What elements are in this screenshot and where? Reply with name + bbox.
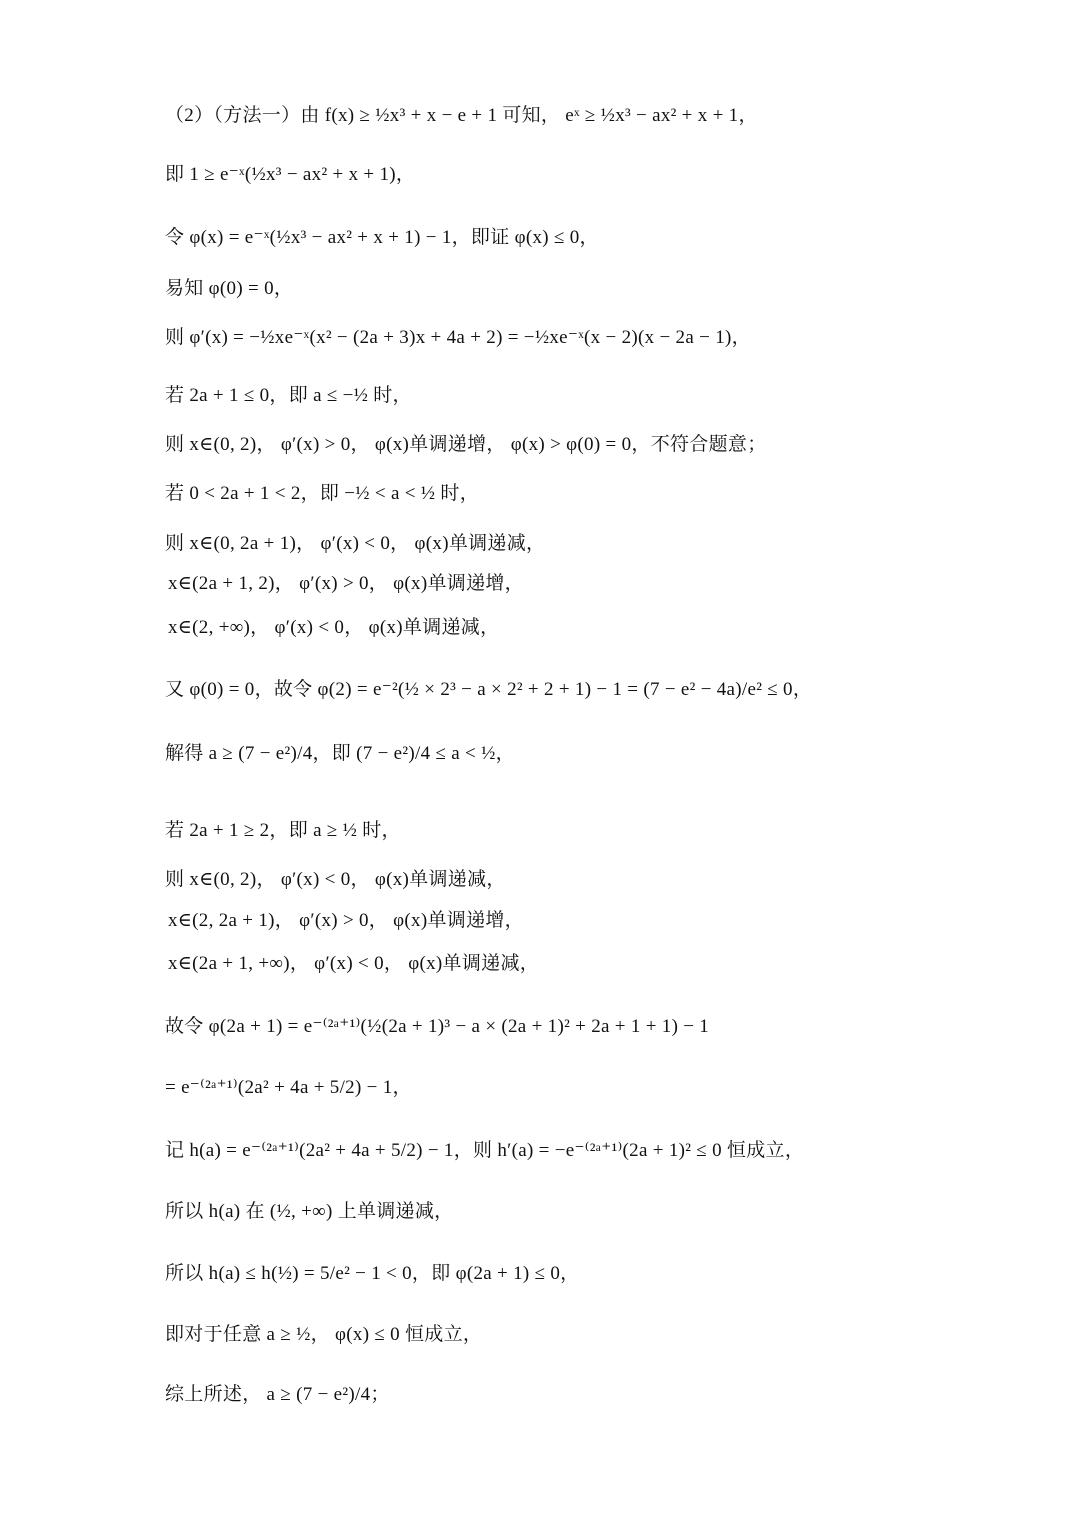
text-line-15: 则 x∈(0, 2)， φ′(x) < 0， φ(x)单调递减， (165, 869, 506, 890)
text-line-19: = e⁻⁽²ᵃ⁺¹⁾(2a² + 4a + 5/2) − 1， (165, 1077, 412, 1098)
text-line-11: x∈(2, +∞)， φ′(x) < 0， φ(x)单调递减， (168, 617, 500, 638)
text-line-23: 即对于任意 a ≥ ½， φ(x) ≤ 0 恒成立， (165, 1324, 483, 1345)
text-line-9: 则 x∈(0, 2a + 1)， φ′(x) < 0， φ(x)单调递减， (165, 533, 546, 554)
text-line-6: 若 2a + 1 ≤ 0，即 a ≤ −½ 时， (165, 385, 412, 406)
text-line-16: x∈(2, 2a + 1)， φ′(x) > 0， φ(x)单调递增， (168, 910, 524, 931)
text-line-13: 解得 a ≥ (7 − e²)/4，即 (7 − e²)/4 ≤ a < ½， (165, 743, 515, 764)
text-line-7: 则 x∈(0, 2)， φ′(x) > 0， φ(x)单调递增， φ(x) > φ(0) = 0，不符合题意； (165, 434, 767, 455)
text-line-17: x∈(2a + 1, +∞)， φ′(x) < 0， φ(x)单调递减， (168, 953, 540, 974)
text-line-4: 易知 φ(0) = 0， (165, 278, 294, 299)
text-line-22: 所以 h(a) ≤ h(½) = 5/e² − 1 < 0，即 φ(2a + 1) ≤ 0， (165, 1263, 580, 1284)
text-line-12: 又 φ(0) = 0，故令 φ(2) = e⁻²(½ × 2³ − a × 2² + 2 + 1) − 1 = (7 − e² − 4a)/e² ≤ 0， (165, 679, 813, 700)
text-line-2: 即 1 ≥ e⁻ˣ(½x³ − ax² + x + 1)， (165, 164, 416, 185)
text-line-8: 若 0 < 2a + 1 < 2，即 −½ < a < ½ 时， (165, 483, 480, 504)
text-line-10: x∈(2a + 1, 2)， φ′(x) > 0， φ(x)单调递增， (168, 573, 524, 594)
text-line-24: 综上所述， a ≥ (7 − e²)/4； (165, 1384, 390, 1405)
text-line-20: 记 h(a) = e⁻⁽²ᵃ⁺¹⁾(2a² + 4a + 5/2) − 1，则 h′(a) = −e⁻⁽²ᵃ⁺¹⁾(2a + 1)² ≤ 0 恒成立， (165, 1140, 805, 1161)
text-line-18: 故令 φ(2a + 1) = e⁻⁽²ᵃ⁺¹⁾(½(2a + 1)³ − a × (2a + 1)² + 2a + 1 + 1) − 1 (165, 1016, 710, 1037)
text-line-3: 令 φ(x) = e⁻ˣ(½x³ − ax² + x + 1) − 1，即证 φ(x) ≤ 0， (165, 227, 599, 248)
text-line-21: 所以 h(a) 在 (½, +∞) 上单调递减， (165, 1201, 454, 1222)
text-line-1: （2）（方法一）由 f(x) ≥ ½x³ + x − e + 1 可知， eˣ ≥ ½x³ − ax² + x + 1， (165, 105, 758, 126)
text-line-5: 则 φ′(x) = −½xe⁻ˣ(x² − (2a + 3)x + 4a + 2) = −½xe⁻ˣ(x − 2)(x − 2a − 1)， (165, 327, 751, 348)
text-line-14: 若 2a + 1 ≥ 2，即 a ≥ ½ 时， (165, 820, 401, 841)
